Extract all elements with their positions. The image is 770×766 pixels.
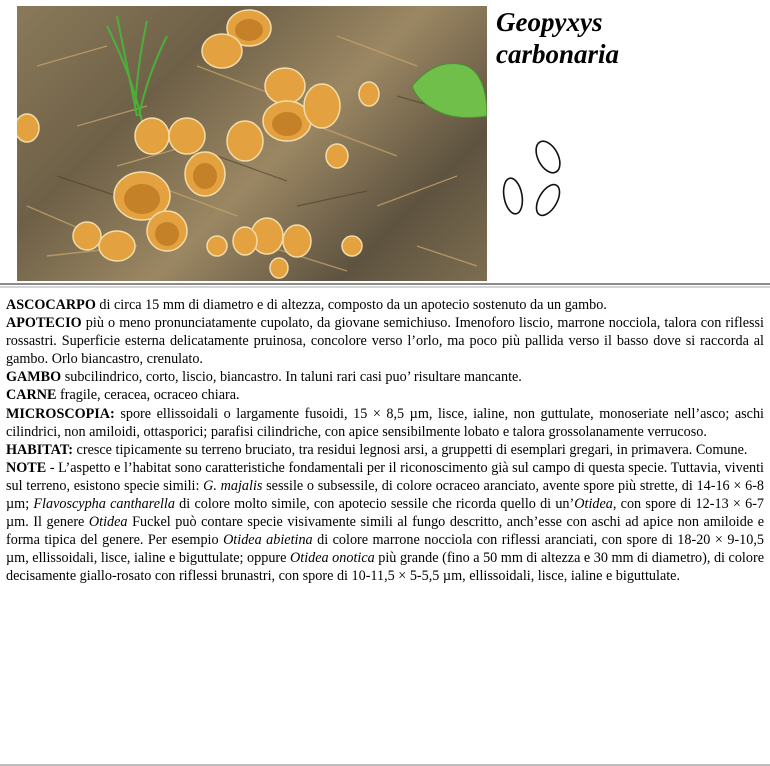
species-name: Otidea [88, 514, 128, 531]
photo-illustration [17, 6, 487, 281]
section-carne [6, 386, 764, 404]
section-text: subcilindrico, corto, liscio, biancastro. In taluni rari casi puo’ risultare mancante. [61, 369, 522, 386]
species-title [496, 6, 619, 70]
species-name: Otidea [574, 496, 613, 513]
section-heading: HABITAT: [6, 441, 73, 458]
separator-rule [0, 283, 770, 285]
section-text: spore ellissoidali o largamente fusoidi, 15 × 8,5 µm, lisce, ialine, non guttulate, monoseriate nell’asco; aschi cilindrici, non amiloidi, ottasporici; parafisi cilindriche, con apice sensibilmente lobato e talora grossolanamente verrucoso. [6, 405, 764, 440]
section-gambo [6, 368, 764, 386]
section-text: Fuckel può contare specie visivamente simili al fungo descritto, anch’esse con aschi ad apice non amiloide e forma tipica del genere. Per esempio [6, 514, 764, 549]
description-text [6, 296, 764, 586]
section-text: cresce tipicamente su terreno bruciato, tra residui legnosi arsi, a gruppetti di esemplari gregari, in primavera. Comune. [73, 441, 748, 458]
section-text: di colore molto simile, con apotecio sessile che ricorda quello di un’ [174, 496, 575, 513]
section-microscopia [6, 405, 764, 441]
section-text: più grande (fino a 50 mm di altezza e 30 mm di diametro), di colore decisamente giallo-rosato con riflessi brunastri, con spore di 10-11,5 × 5-5,5 µm, ellissoidali, lisce, ialine e biguttulate. [6, 550, 764, 585]
spore-ellipse-icon [531, 137, 565, 176]
section-heading: GAMBO [6, 369, 62, 386]
species-name: Flavoscypha cantharella [33, 496, 175, 513]
section-text: sessile o subsessile, di colore ocraceo aranciato, avente spore più strette, di 14-16 × 6-8 µm; [6, 477, 765, 513]
section-apotecio [6, 314, 764, 368]
section-ascocarpo [6, 296, 764, 314]
section-text: più o meno pronunciatamente cupolato, da giovane semichiuso. Imenoforo liscio, marrone nocciola, talora con riflessi rossastri. Superficie esterna delicatamente pruinosa, concolore verso l’orlo, ma poco più pallida verso il basso dove si raccorda al gambo. Orlo biancastro, crenulato. [6, 315, 764, 368]
title-genus: Geopyxys [496, 7, 603, 37]
spore-ellipse-icon [532, 181, 565, 219]
section-text: fragile, ceracea, ocraceo chiara. [56, 387, 240, 404]
species-name: Otidea onotica [290, 550, 375, 567]
section-habitat [6, 441, 764, 459]
section-heading: ASCOCARPO [6, 297, 96, 313]
section-text: di circa 15 mm di diametro e di altezza, composto da un apotecio sostenuto da un gambo. [95, 297, 607, 313]
section-text: di colore marrone nocciola con riflessi aranciati, con spore di 18-20 × 9-10,5 µm, ellissoidali, lisce, ialine e biguttulate; oppure [6, 532, 764, 567]
section-heading: APOTECIO [6, 315, 82, 332]
section-text: - L’aspetto e l’habitat sono caratteristiche fondamentali per il riconoscimento già sul campo di questa specie. Tuttavia, viventi sul terreno, esistono specie simili: [6, 459, 764, 494]
section-text: , con spore di 12-13 × 6-7 µm. Il genere [6, 496, 765, 531]
section-heading: MICROSCOPIA: [6, 405, 115, 422]
title-epithet: carbonaria [496, 39, 620, 69]
section-heading: NOTE [6, 459, 47, 476]
species-name: G. majalis [203, 477, 263, 494]
spores-drawing [495, 135, 575, 230]
separator-rule-shadow [0, 286, 770, 288]
section-heading: CARNE [6, 387, 57, 404]
species-name: Otidea abietina [223, 532, 313, 549]
mushroom-photo [17, 6, 487, 281]
spore-ellipse-icon [501, 177, 525, 216]
section-note [6, 459, 764, 586]
